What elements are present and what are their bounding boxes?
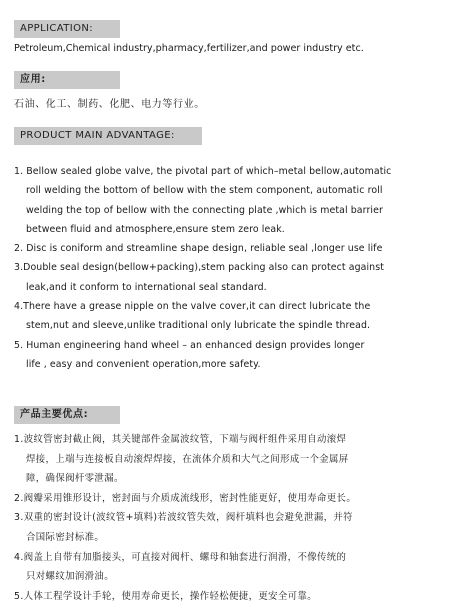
advantage-cn-item-line: 只对螺纹加润滑油。 bbox=[26, 571, 114, 583]
advantage-header: PRODUCT MAIN ADVANTAGE: bbox=[14, 127, 202, 145]
advantage-item-line: 2. Disc is coniform and streamline shape design, reliable seal ,longer use life bbox=[14, 243, 383, 255]
advantage-cn-item-3 bbox=[14, 508, 446, 547]
application-text: Petroleum,Chemical industry,pharmacy,fertilizer,and power industry etc. bbox=[14, 43, 364, 54]
advantage-item-4 bbox=[14, 297, 446, 336]
advantage-cn-item-2 bbox=[14, 489, 446, 509]
advantage-cn-item-line: 1.波纹管密封截止阀，其关键部件金属波纹管，下端与阀杆组件采用自动滚焊 bbox=[14, 434, 347, 445]
advantage-item-2 bbox=[14, 239, 446, 258]
advantage-cn-item-5 bbox=[14, 587, 446, 607]
advantage-cn-item-line: 2.阀瓣采用锥形设计，密封面与介质成流线形，密封性能更好，使用寿命更长。 bbox=[14, 492, 357, 504]
advantage-cn-item-line: 障，确保阀杆零泄漏。 bbox=[26, 473, 124, 485]
advantage-cn-item-line: 5.人体工程学设计手轮，使用寿命更长，操作轻松便捷，更安全可靠。 bbox=[14, 590, 317, 602]
advantage-item-line: welding the top of bellow with the connecting plate ,which is metal barrier bbox=[26, 204, 383, 216]
advantage-item-line: 1. Bellow sealed globe valve, the pivotal part of which–metal bellow,automatic bbox=[14, 166, 392, 177]
advantage-cn-item-line: 4.阀盖上自带有加脂接头，可直接对阀杆、螺母和轴套进行润滑，不像传统的 bbox=[14, 551, 347, 563]
advantage-cn-item-4 bbox=[14, 548, 446, 587]
advantage-item-line: 5. Human engineering hand wheel – an enhanced design provides longer bbox=[14, 339, 365, 351]
advantage-item-1 bbox=[14, 162, 446, 239]
advantage-item-line: between fluid and atmosphere,ensure stem zero leak. bbox=[26, 223, 285, 235]
advantage-item-line: roll welding the bottom of bellow with the stem component, automatic roll bbox=[26, 185, 383, 197]
advantage-item-line: life , easy and convenient operation,more safety. bbox=[26, 358, 261, 370]
advantage-cn-item-line: 3.双重的密封设计(波纹管+填料)若波纹管失效，阀杆填料也会避免泄漏，并符 bbox=[14, 512, 353, 524]
advantage-item-5 bbox=[14, 336, 446, 375]
advantage-cn-header: 产品主要优点: bbox=[14, 406, 120, 424]
advantage-cn-item-1 bbox=[14, 430, 446, 489]
advantage-item-line: stem,nut and sleeve,unlike traditional only lubricate the spindle thread. bbox=[26, 320, 371, 332]
advantage-item-line: 4.There have a grease nipple on the valve cover,it can direct lubricate the bbox=[14, 301, 371, 313]
application-cn-header: 应用: bbox=[14, 71, 120, 89]
advantage-cn-item-line: 合国际密封标准。 bbox=[26, 531, 105, 543]
advantage-cn-list bbox=[14, 430, 446, 606]
advantage-item-3 bbox=[14, 258, 446, 297]
advantage-item-line: 3.Double seal design(bellow+packing),stem packing also can protect against bbox=[14, 262, 384, 274]
application-cn-text: 石油、化工、制药、化肥、电力等行业。 bbox=[14, 99, 205, 110]
application-header: APPLICATION: bbox=[14, 20, 120, 38]
advantage-cn-item-line: 焊接，上端与连接板自动滚焊焊接，在流体介质和大气之间形成一个金属屏 bbox=[26, 453, 349, 465]
advantage-item-line: leak,and it conform to international seal standard. bbox=[26, 281, 267, 293]
advantage-list bbox=[14, 162, 446, 374]
